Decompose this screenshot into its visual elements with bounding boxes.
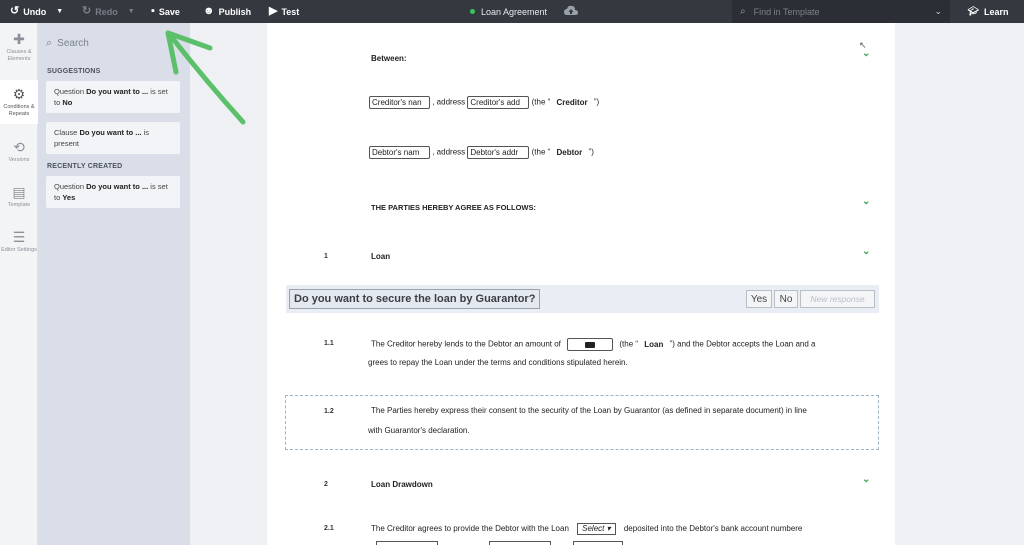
suggestions-heading: SUGGESTIONS <box>47 68 101 75</box>
drawdown-select[interactable]: Select ▾ <box>577 523 615 535</box>
rail-item-clauses[interactable]: ✚ Clauses & Elements <box>6 31 32 62</box>
clause-number: 1.2 <box>324 408 334 415</box>
floppy-icon: ▪ <box>151 5 155 17</box>
cursor-icon: ↖ <box>859 40 867 50</box>
test-button[interactable]: ▶ Test <box>269 5 300 17</box>
chevron-down-icon[interactable]: ⌄ <box>862 196 871 207</box>
amount-field[interactable] <box>567 338 613 351</box>
recent-card[interactable]: Question Do you want to ... is set to Yes <box>46 176 180 208</box>
redo-button[interactable]: ↻ Redo ▼ <box>82 5 135 17</box>
learn-button[interactable]: 🎓︎ Learn <box>952 0 1024 23</box>
users-icon: ☻ <box>203 5 215 17</box>
publish-button[interactable]: ☻ Publish <box>203 5 252 17</box>
yes-button[interactable]: Yes <box>746 290 772 308</box>
gears-icon: ⚙ <box>12 86 26 102</box>
play-icon: ▶ <box>269 5 278 17</box>
creditor-line: Creditor's nan , address Creditor's add (the “ Creditor ”) <box>369 96 599 109</box>
suggestion-card[interactable]: Question Do you want to ... is set to No <box>46 81 180 113</box>
search-icon: ⌕ <box>46 37 53 49</box>
search-icon: ⌕ <box>740 6 746 17</box>
between-heading: Between: <box>371 54 407 63</box>
save-button[interactable]: ▪ Save <box>151 5 180 17</box>
section-title: Loan <box>371 252 391 261</box>
clause-number: 1.1 <box>324 340 334 347</box>
redo-icon: ↻ <box>82 5 92 17</box>
cloud-upload-icon[interactable] <box>564 5 578 17</box>
rail-item-editor-settings[interactable]: ☰ Editor Settings <box>1 229 37 253</box>
section-number: 1 <box>324 253 328 260</box>
bank-field[interactable] <box>489 541 551 545</box>
conditional-clause-frame[interactable] <box>285 395 879 450</box>
clause-1-2-line1: The Parties hereby express their consent to the security of the Loan by Guarantor (as defined in separate document) in line <box>371 406 807 415</box>
document-icon: ▤ <box>12 184 26 200</box>
section-title: Loan Drawdown <box>371 480 433 489</box>
clause-number: 2.1 <box>324 525 334 532</box>
suggestion-card[interactable]: Clause Do you want to ... is present <box>46 122 180 154</box>
undo-icon: ↺ <box>10 5 20 17</box>
top-toolbar <box>0 0 1024 23</box>
puzzle-icon: ✚ <box>13 31 25 47</box>
recently-created-heading: RECENTLY CREATED <box>47 163 123 170</box>
document-title[interactable]: Loan Agreement <box>470 0 547 23</box>
debtor-name-field[interactable]: Debtor's nam <box>369 146 430 159</box>
conditions-panel <box>38 23 190 545</box>
graduation-cap-icon: 🎓︎ <box>967 6 979 16</box>
agree-heading: THE PARTIES HEREBY AGREE AS FOLLOWS: <box>371 203 537 212</box>
history-icon: ⟲ <box>13 139 25 155</box>
icon-rail <box>0 23 38 545</box>
creditor-name-field[interactable]: Creditor's nan <box>369 96 430 109</box>
clause-1-1-line1: The Creditor hereby lends to the Debtor an amount of (the “ Loan ”) and the Debtor accepts the Loan and a <box>371 338 815 351</box>
rail-item-template[interactable]: ▤ Template <box>7 184 31 208</box>
clause-2-1-line1: The Creditor agrees to provide the Debtor with the Loan Select ▾ deposited into the Debtor's bank account numbere <box>371 524 803 534</box>
question-text[interactable]: Do you want to secure the loan by Guarantor? <box>289 289 540 309</box>
chevron-down-icon[interactable]: ▼ <box>56 8 64 15</box>
undo-button[interactable]: ↺ Undo ▼ <box>10 5 64 17</box>
rail-item-conditions[interactable]: ⚙ Conditions & Repeats <box>0 80 38 124</box>
clause-1-1-line2: grees to repay the Loan under the terms and conditions stipulated herein. <box>368 358 628 367</box>
account-field[interactable] <box>376 541 438 545</box>
panel-search-input[interactable]: ⌕ Search <box>46 37 89 49</box>
debtor-address-field[interactable]: Debtor's addr <box>467 146 529 159</box>
chevron-down-icon[interactable]: ▼ <box>127 8 135 15</box>
chevron-down-icon[interactable]: ⌄ <box>862 48 871 59</box>
status-dot <box>470 9 475 14</box>
rail-item-versions[interactable]: ⟲ Versions <box>8 139 30 163</box>
chevron-down-icon[interactable]: ⌄ <box>862 246 871 257</box>
new-response-button[interactable]: New response <box>800 290 875 308</box>
chevron-down-icon[interactable]: ⌄ <box>862 474 871 485</box>
debtor-line: Debtor's nam , address Debtor's addr (the “ Debtor ”) <box>369 146 594 159</box>
clause-1-2-line2: with Guarantor's declaration. <box>368 426 470 435</box>
find-in-template-input[interactable]: ⌕ Find in Template ⌄ <box>732 0 950 23</box>
sliders-icon: ☰ <box>12 229 26 245</box>
money-icon <box>585 342 595 348</box>
section-number: 2 <box>324 481 328 488</box>
creditor-address-field[interactable]: Creditor's add <box>467 96 529 109</box>
date-field[interactable] <box>573 541 623 545</box>
no-button[interactable]: No <box>774 290 798 308</box>
chevron-down-icon[interactable]: ⌄ <box>934 6 942 16</box>
